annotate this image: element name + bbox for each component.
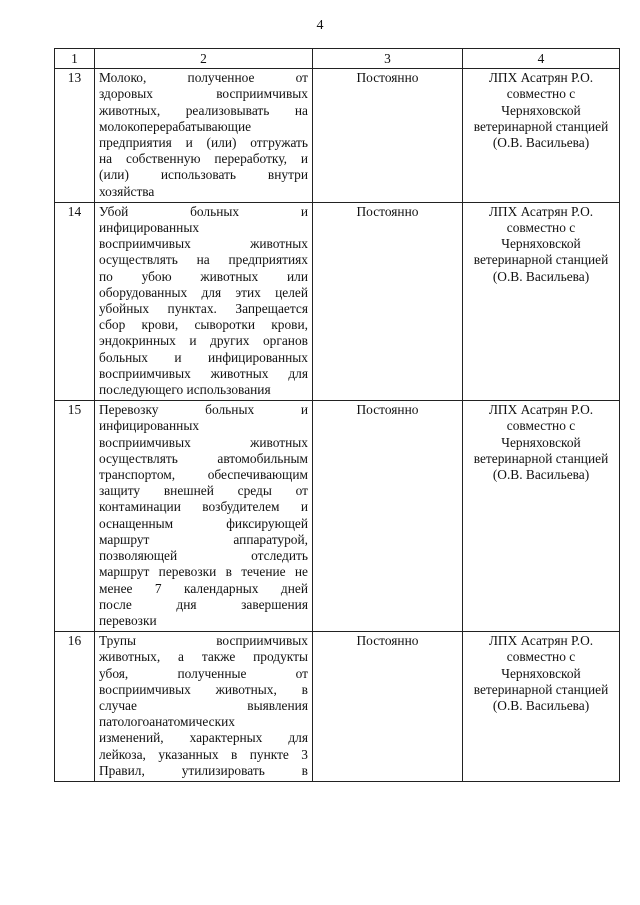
measure-line: здоровых восприимчивых [99, 86, 308, 102]
responsible-line: совместно с [506, 649, 576, 665]
responsible-line: ЛПХ Асатрян Р.О. [488, 70, 594, 86]
term-cell: Постоянно [313, 401, 463, 632]
responsible-cell [463, 69, 620, 203]
responsible-line: Черняховской [501, 434, 581, 450]
measure-line: менее 7 календарных дней [99, 580, 308, 596]
responsible-line: (О.В. Васильева) [492, 467, 590, 483]
measure-line: изменений, характерных для [99, 730, 308, 746]
responsible-cell [463, 401, 620, 632]
measures-table [54, 48, 620, 782]
measure-line: молокоперерабатывающие [99, 118, 252, 134]
measure-cell [95, 632, 313, 782]
term-cell: Постоянно [313, 632, 463, 782]
measure-line: хозяйства [99, 183, 155, 199]
responsible-line: ЛПХ Асатрян Р.О. [488, 402, 594, 418]
responsible-line: совместно с [506, 220, 576, 236]
measure-line: Перевозку больных и [99, 402, 308, 418]
table-header-row [55, 49, 620, 69]
table-body [55, 49, 620, 782]
measure-line: инфицированных [99, 418, 200, 434]
table-row [55, 401, 620, 632]
measure-line: предприятия и (или) отгружать [99, 135, 308, 151]
responsible-line: Черняховской [501, 236, 581, 252]
responsible-line: ветеринарной станцией [473, 681, 609, 697]
measure-line: осуществлять автомобильным [99, 450, 308, 466]
header-cell-2: 2 [95, 49, 313, 69]
table-row [55, 632, 620, 782]
row-number-cell: 14 [55, 202, 95, 400]
measure-line: лейкоза, указанных в пункте 3 [99, 746, 308, 762]
responsible-line: (О.В. Васильева) [492, 268, 590, 284]
measure-line: осуществлять на предприятиях [99, 252, 308, 268]
row-number-cell: 15 [55, 401, 95, 632]
measure-line: убоя, полученные от [99, 665, 308, 681]
measure-line: инфицированных [99, 220, 200, 236]
measure-line: патологоанатомических [99, 714, 235, 730]
responsible-line: совместно с [506, 418, 576, 434]
measure-line: маршрут перевозки в течение не [99, 564, 308, 580]
table-row [55, 202, 620, 400]
responsible-line: ветеринарной станцией [473, 118, 609, 134]
term-cell: Постоянно [313, 202, 463, 400]
header-cell-1: 1 [55, 49, 95, 69]
responsible-cell [463, 632, 620, 782]
measure-line: по убою животных или [99, 268, 308, 284]
measure-line: больных и инфицированных [99, 349, 308, 365]
measure-line: случае выявления [99, 697, 308, 713]
responsible-line: Черняховской [501, 665, 581, 681]
measure-line: последующего использования [99, 382, 271, 398]
responsible-line: (О.В. Васильева) [492, 697, 590, 713]
measure-line: оборудованных для этих целей [99, 284, 308, 300]
measure-line: Правил, утилизировать в [99, 762, 308, 778]
measure-line: восприимчивых животных, в [99, 681, 308, 697]
measure-line: маршрут аппаратурой, [99, 531, 308, 547]
header-cell-3: 3 [313, 49, 463, 69]
term-cell: Постоянно [313, 69, 463, 203]
responsible-line: совместно с [506, 86, 576, 102]
row-number-cell: 13 [55, 69, 95, 203]
responsible-line: ветеринарной станцией [473, 450, 609, 466]
measure-line: (или) использовать внутри [99, 167, 308, 183]
measure-line: защиту внешней среды от [99, 483, 308, 499]
measure-line: Молоко, полученное от [99, 70, 308, 86]
page-number: 4 [316, 18, 324, 33]
responsible-line: ЛПХ Асатрян Р.О. [488, 203, 594, 219]
measure-line: перевозки [99, 612, 157, 628]
measure-line: транспортом, обеспечивающим [99, 467, 308, 483]
header-cell-4: 4 [463, 49, 620, 69]
responsible-line: ветеринарной станцией [473, 252, 609, 268]
measure-line: эндокринных и других органов [99, 333, 308, 349]
measure-line: восприимчивых животных [99, 236, 308, 252]
measure-line: убойных пунктах. Запрещается [99, 301, 308, 317]
measure-line: животных, реализовывать на [99, 102, 308, 118]
measure-cell [95, 401, 313, 632]
measure-line: животных, а также продукты [99, 649, 308, 665]
measure-line: восприимчивых животных для [99, 365, 308, 381]
responsible-cell [463, 202, 620, 400]
measure-line: оснащенным фиксирующей [99, 515, 308, 531]
responsible-line: ЛПХ Асатрян Р.О. [488, 633, 594, 649]
measure-line: сбор крови, сыворотки крови, [99, 317, 308, 333]
row-number-cell: 16 [55, 632, 95, 782]
measure-line: контаминации возбудителем и [99, 499, 308, 515]
measure-line: восприимчивых животных [99, 434, 308, 450]
measure-line: Убой больных и [99, 203, 308, 219]
responsible-line: Черняховской [501, 102, 581, 118]
measure-cell [95, 202, 313, 400]
table-row [55, 69, 620, 203]
measure-line: после дня завершения [99, 596, 308, 612]
measure-line: позволяющей отследить [99, 548, 308, 564]
measure-line: Трупы восприимчивых [99, 633, 308, 649]
measure-cell [95, 69, 313, 203]
measure-line: на собственную переработку, и [99, 151, 308, 167]
responsible-line: (О.В. Васильева) [492, 135, 590, 151]
